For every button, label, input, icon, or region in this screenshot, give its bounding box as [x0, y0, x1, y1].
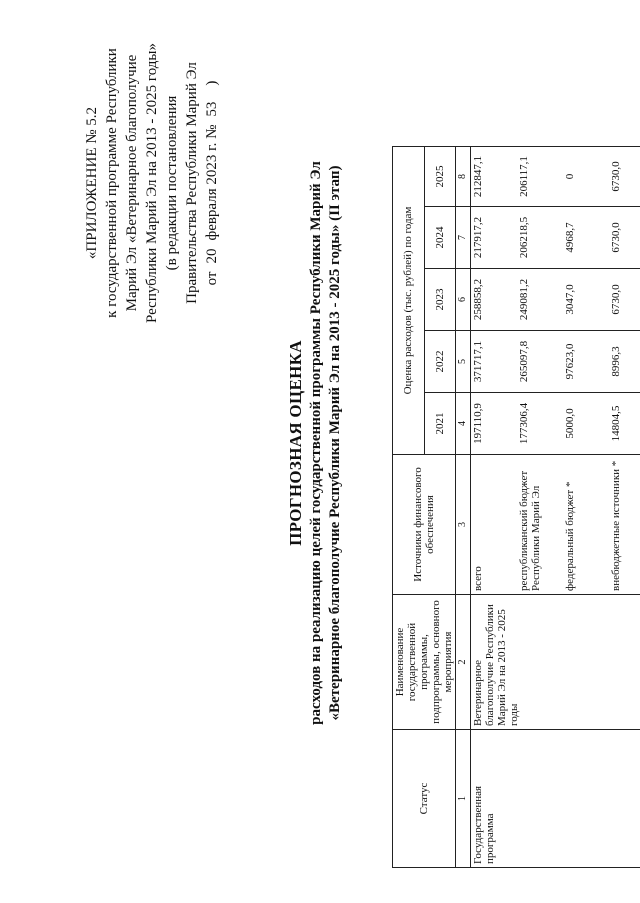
cell-value: 249081,2 — [517, 269, 563, 331]
header-source: Источники финансового обеспечения — [393, 455, 456, 595]
cell-source: всего — [471, 455, 518, 595]
column-number: 5 — [456, 331, 471, 393]
header-year: 2021 — [424, 393, 456, 455]
appendix-line: (в редакции постановления — [164, 95, 180, 271]
date-day: 20 — [204, 248, 220, 264]
cell-status: Государственная программа — [471, 730, 640, 868]
table-header-row — [393, 147, 425, 868]
cell-value: 197110,9 — [471, 393, 518, 455]
cell-program-name: Ветеринарное благополучие Республики Марий Эл на 2013 - 2025 годы — [471, 595, 640, 730]
cell-value: 3047,0 — [563, 269, 609, 331]
document-title — [285, 133, 345, 753]
appendix-line: Правительства Республики Марий Эл — [184, 62, 200, 304]
title-main: ПРОГНОЗНАЯ ОЦЕНКА — [286, 340, 305, 546]
column-number: 2 — [456, 595, 471, 730]
column-number: 1 — [456, 730, 471, 868]
cell-value: 4968,7 — [563, 207, 609, 269]
cell-value: 371717,1 — [471, 331, 518, 393]
cell-value: 217917,2 — [471, 207, 518, 269]
cell-value: 206117,1 — [517, 147, 563, 207]
cell-value: 6730,0 — [609, 147, 640, 207]
column-number: 8 — [456, 147, 471, 207]
cell-value: 212847,1 — [471, 147, 518, 207]
cell-value: 265097,8 — [517, 331, 563, 393]
date-close: ) — [204, 80, 220, 86]
appendix-number: «ПРИЛОЖЕНИЕ № 5.2 — [84, 106, 100, 260]
column-number: 7 — [456, 207, 471, 269]
cell-source: республиканский бюджет Республики Марий Эл — [517, 455, 563, 595]
header-status: Статус — [393, 730, 456, 868]
cell-source: федеральный бюджет * — [563, 455, 609, 595]
date-month-year: февраля 2023 г. № — [204, 124, 220, 241]
cell-value: 206218,5 — [517, 207, 563, 269]
appendix-line: Марий Эл «Ветеринарное благополучие — [124, 54, 140, 312]
title-line: «Ветеринарное благополучие Республики Марий Эл на 2013 - 2025 годы» (II этап) — [327, 165, 343, 721]
cell-value: 8996,3 — [609, 331, 640, 393]
column-number: 3 — [456, 455, 471, 595]
header-year: 2022 — [424, 331, 456, 393]
appendix-line: Республики Марий Эл на 2013 - 2025 годы» — [144, 43, 160, 323]
header-year: 2023 — [424, 269, 456, 331]
date-prefix: от — [204, 271, 220, 286]
appendix-line: к государственной программе Республики — [104, 48, 120, 318]
header-name: Наименование государственной программы, подпрограммы, основного мероприятия — [393, 595, 456, 730]
cell-value: 97623,0 — [563, 331, 609, 393]
cell-source: внебюджетные источники * — [609, 455, 640, 595]
column-number: 6 — [456, 269, 471, 331]
expenses-table — [392, 146, 640, 868]
table-column-numbers-row — [456, 147, 471, 868]
table-row — [471, 147, 518, 868]
cell-value: 14804,5 — [609, 393, 640, 455]
cell-value: 6730,0 — [609, 207, 640, 269]
cell-value: 5000,0 — [563, 393, 609, 455]
cell-value: 177306,4 — [517, 393, 563, 455]
appendix-header — [82, 23, 222, 343]
cell-value: 258858,2 — [471, 269, 518, 331]
date-number: 53 — [204, 101, 220, 117]
header-year: 2024 — [424, 207, 456, 269]
cell-value: 6730,0 — [609, 269, 640, 331]
appendix-date-line — [202, 23, 222, 343]
cell-value: 0 — [563, 147, 609, 207]
title-line: расходов на реализацию целей государственной программы Республики Марий Эл — [308, 161, 324, 725]
header-year: 2025 — [424, 147, 456, 207]
column-number: 4 — [456, 393, 471, 455]
header-estimate: Оценка расходов (тыс. рублей) по годам — [393, 147, 425, 455]
